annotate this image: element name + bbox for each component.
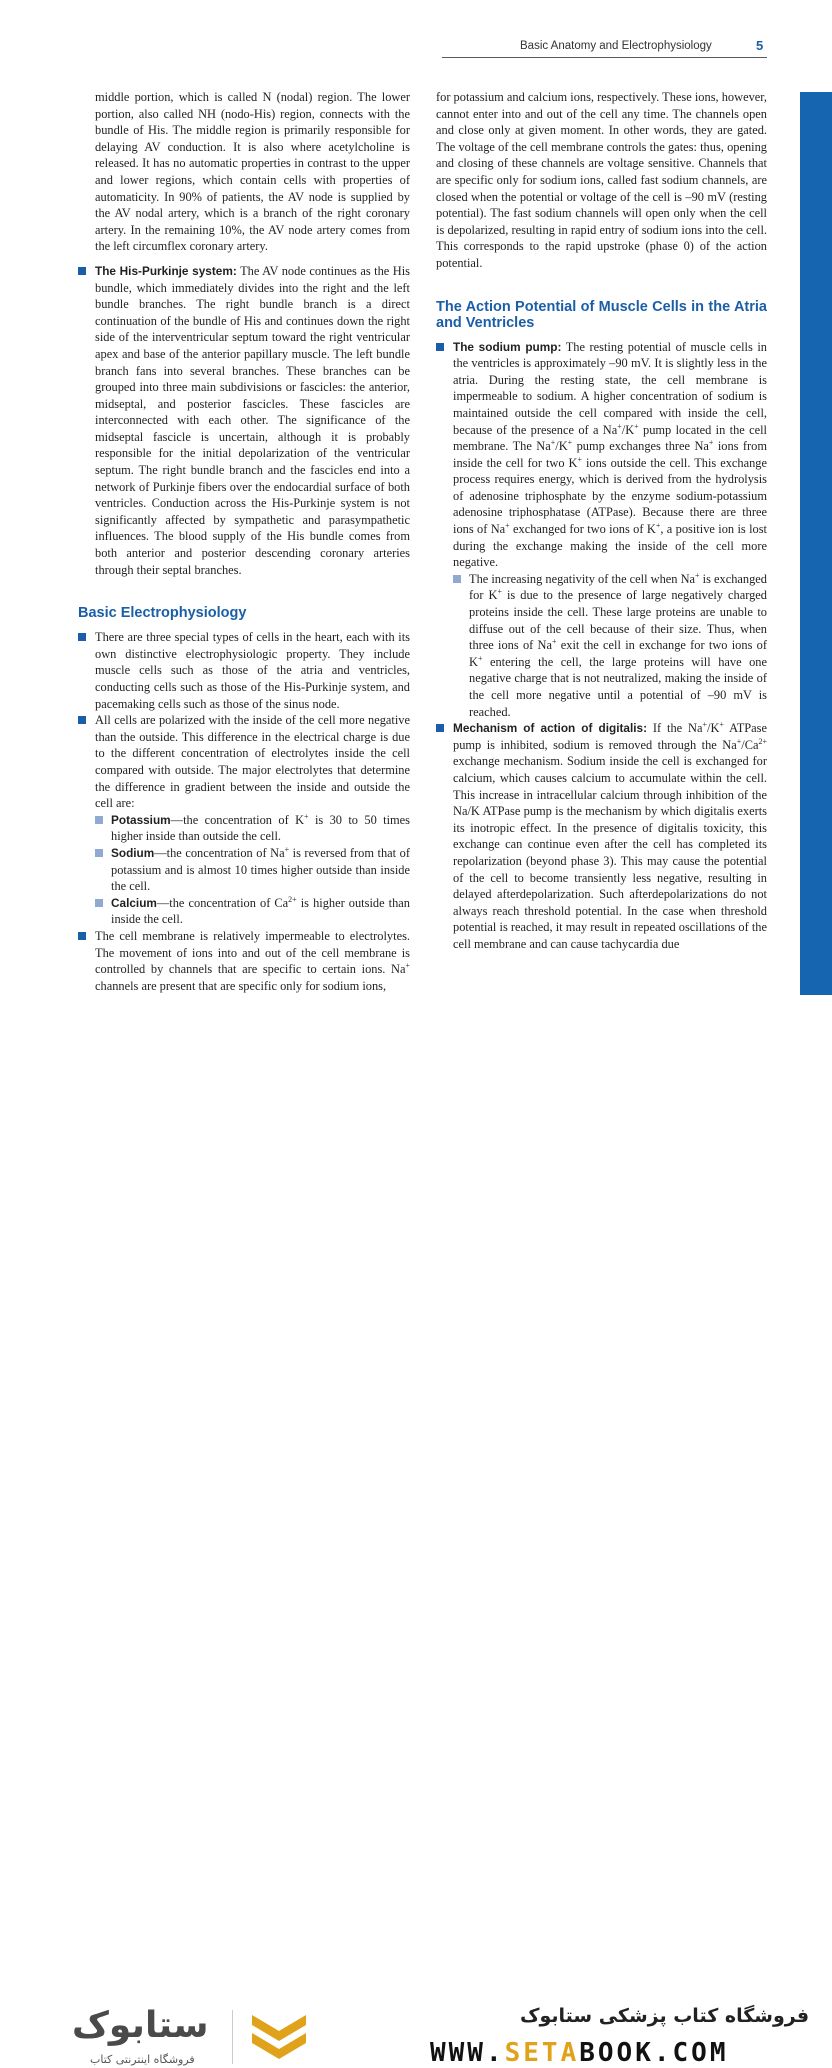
page-number: 5 — [756, 38, 764, 53]
subbullet-square-icon — [95, 816, 103, 824]
left-column — [78, 89, 410, 994]
bullet-square-icon — [78, 633, 86, 641]
superscript: + — [577, 454, 582, 464]
digitalis-bullet — [436, 720, 767, 952]
store-name: فروشگاه کتاب پزشکی ستابوک — [520, 2005, 810, 2027]
negativity-text: exit the cell in exchange for two ions of K — [469, 638, 767, 669]
negativity-text: The increasing negativity of the cell when Na — [469, 571, 696, 586]
superscript: + — [497, 587, 502, 597]
cell-types-text: There are three special types of cells in the heart, each with its own distinctive electrophysiologic property. They include muscle cells such as those of the atria and ventricles, conducting cells such as those of the His-Purkinje system, and pacemaking cells such as those of the sinus node. — [95, 630, 410, 711]
bullet-square-icon — [78, 716, 86, 724]
setabook-logo-subtitle: فروشگاه اینترنتی کتاب — [90, 2053, 195, 2066]
superscript: + — [550, 437, 556, 447]
membrane-text: channels are present that are specific only for sodium ions, — [95, 978, 387, 993]
digitalis-text: ATPase pump is inhibited, sodium is removed through the Na — [453, 721, 767, 752]
sodium-pump-term: The sodium pump: — [453, 339, 562, 354]
sodium-text: is reversed from that of potassium and is almost 10 times higher outside than inside the cell. — [111, 845, 410, 894]
superscript: + — [567, 437, 573, 447]
sodium-pump-text: pump exchanges three Na — [572, 439, 709, 454]
url-part: BOOK — [579, 2038, 654, 2068]
superscript: + — [284, 844, 290, 854]
superscript: + — [477, 653, 483, 663]
polarized-cells-text: All cells are polarized with the inside of the cell more negative than the outside. This difference in the electrical charge is due to the different concentration of electrolytes inside the cell compared with outside. The major electrolytes that determine the difference in gradient between the inside and outside the cell are: — [95, 713, 410, 811]
sodium-subbullet — [78, 845, 410, 895]
his-purkinje-bullet — [78, 263, 410, 578]
his-purkinje-text: The AV node continues as the His bundle, which immediately divides into the right and the left bundle branches. The right bundle branch is a direct continuation of the bundle of His and continues down the right side of the interventricular septum toward the right ventricular apex and base of the anterior papillary muscle. The left bundle branch fans into several branches. These branches can be grouped into three main subdivisions or fascicles: the anterior, midseptal, and posterior fascicles. These fascicles are interconnected with each other. The significance of the midseptal fascicle is uncertain, although it is probably responsible for the initial depolarization of the ventricular septum. The right bundle branch and the fascicles end into a network of Purkinje fibers over the endocardial surface of both ventricles. Conduction across the His-Purkinje system is not significantly affected by sympathetic and parasympathetic influences. The blood supply of the His bundle comes from both anterior and posterior descending coronary arteries through their septal branches. — [95, 263, 411, 577]
membrane-text: The cell membrane is relatively impermeable to electrolytes. The movement of ions into and out of the cell membrane is controlled by channels that are specific to certain ions. Na — [95, 928, 410, 977]
right-column — [436, 89, 767, 953]
sodium-pump-text: pump located in the cell membrane. The Na — [453, 422, 767, 454]
sodium-pump-text: The resting potential of muscle cells in the ventricles is approximately –90 mV. It is slightly less in the atria. During the resting state, the cell membrane is impermeable to sodium. A higher concentration of sodium is maintained outside the cell compared with inside the cell, because of the presence of a Na — [453, 339, 767, 437]
sodium-pump-text: exchanged for two ions of K — [509, 522, 656, 537]
bullet-square-icon — [78, 267, 86, 275]
sodium-pump-bullet — [436, 339, 767, 571]
calcium-subbullet — [78, 895, 410, 928]
calcium-term: Calcium — [111, 895, 157, 910]
logo-divider — [232, 2010, 233, 2064]
url-part: .COM — [653, 2038, 729, 2068]
watermark-footer — [0, 995, 832, 2068]
superscript: + — [702, 720, 708, 730]
bullet-square-icon — [436, 724, 444, 732]
sodium-text: —the concentration of Na — [154, 845, 285, 860]
header-rule — [442, 57, 767, 58]
digitalis-text: If the Na — [647, 721, 703, 736]
subbullet-square-icon — [95, 849, 103, 857]
digitalis-term: Mechanism of action of digitalis: — [453, 721, 648, 736]
potassium-text: —the concentration of K — [170, 812, 305, 827]
setabook-chevron-logo-icon — [248, 2007, 310, 2067]
sodium-pump-text: /K — [555, 439, 568, 454]
channels-continuation: for potassium and calcium ions, respectively. These ions, however, cannot enter into and out of the cell any time. The channels open and close only at given moment. In other words, they are gated. The voltage of the cell membrane controls the gates: thus, opening and closing of these channels are voltage sensitive. Channels that are specific only for sodium ions, called fast sodium channels, are closed when the potential or voltage of the cell is –90 mV (resting potential). The fast sodium channels will open only when the cell is depolarized, resulting in rapid entry of sodium ions into the cell. This corresponds to the rapid upstroke (phase 0) of the action potential. — [436, 90, 767, 270]
bullet-square-icon — [436, 343, 444, 351]
sodium-pump-text: ions from inside the cell for two K — [453, 439, 768, 470]
superscript: + — [552, 637, 557, 647]
av-node-continuation: middle portion, which is called N (nodal) region. The lower portion, also called NH (nodo-His) region, connects with the bundle of His. The middle region is primarily responsible for delaying AV conduction. It is also where acetylcholine is released. It has no automatic properties in contrast to the upper and lower regions, which contain cells with properties of automaticity. In 90% of patients, the AV node is supplied by the AV nodal artery, which is a branch of the right coronary artery. In the remaining 10%, the AV node artery comes from the left circumflex coronary artery. — [95, 90, 410, 254]
digitalis-text: /Ca — [741, 737, 759, 752]
superscript: + — [708, 437, 714, 447]
sodium-pump-text: /K — [621, 422, 635, 437]
calcium-text: is higher outside than inside the cell. — [111, 895, 410, 927]
url-part: SETA — [504, 2038, 580, 2068]
cell-types-bullet — [78, 629, 410, 712]
superscript: + — [655, 520, 661, 530]
superscript: + — [719, 720, 724, 730]
section-heading-basic-electrophysiology: Basic Electrophysiology — [78, 605, 247, 622]
superscript: 2+ — [288, 894, 297, 904]
sodium-term: Sodium — [111, 845, 155, 860]
digitalis-text: exchange mechanism. Sodium inside the cell is exchanged for calcium, which causes calcium to accumulate within the cell. This increase in intracellular calcium through inhibition of the Na/K ATPase pump is the mechanism by which digitalis exerts its inotropic effect. In the presence of digitalis toxicity, this exchange can continue even after the cell has completed its repolarization (beyond phase 3). This may cause the potential of the cell to become transiently less negative, resulting in delayed afterdepolarization. Such afterdepolarizations do not always reach threshold potential. In the case when threshold potential is reached, it may result in repeated oscillations of the cell membrane and can cause tachycardia due — [453, 754, 767, 951]
potassium-text: is 30 to 50 times higher inside than outside the cell. — [111, 812, 410, 844]
bullet-square-icon — [78, 932, 86, 940]
subbullet-square-icon — [95, 899, 103, 907]
sodium-pump-text: , a positive ion is lost during the exchange making the inside of the cell more negative. — [453, 522, 767, 570]
section-heading-action-potential: The Action Potential of Muscle Cells in the Atria and Ventricles — [436, 298, 767, 331]
chapter-side-tab — [800, 92, 832, 995]
superscript: + — [405, 960, 410, 970]
polarized-cells-bullet — [78, 712, 410, 812]
potassium-subbullet — [78, 812, 410, 845]
superscript: + — [505, 520, 510, 530]
negativity-text: is due to the presence of large negatively charged proteins inside the cell. These large proteins are unable to diffuse out of the cell because of their size. Thus, when three ions of Na — [469, 588, 767, 653]
subbullet-square-icon — [453, 575, 461, 583]
negativity-subbullet — [436, 571, 767, 720]
potassium-term: Potassium — [111, 812, 171, 827]
book-page — [0, 0, 832, 995]
calcium-text: —the concentration of Ca — [156, 895, 289, 910]
setabook-logo-text: ستابوک — [72, 2005, 209, 2046]
membrane-bullet — [78, 928, 410, 994]
digitalis-text: /K — [707, 721, 720, 736]
negativity-text: is exchanged for K — [469, 571, 767, 603]
superscript: + — [736, 736, 742, 746]
superscript: + — [304, 811, 309, 821]
superscript: 2+ — [758, 736, 767, 746]
superscript: + — [695, 570, 700, 580]
sodium-pump-text: ions outside the cell. This exchange process requires energy, which is derived from the hydrolysis of adenosine triphosphate by the enzyme sodium-potassium adenosine triphosphatase (ATPase). Because there are three ions of Na — [453, 455, 767, 537]
url-part: WWW. — [430, 2038, 505, 2068]
superscript: + — [634, 421, 639, 431]
his-purkinje-term: The His-Purkinje system: — [95, 263, 237, 278]
store-url[interactable] — [430, 2038, 729, 2068]
running-header-title: Basic Anatomy and Electrophysiology — [520, 40, 712, 52]
negativity-text: entering the cell, the large proteins will have one negative charge that is not neutralized, making the inside of the cell more negative until a potential of –90 mV is reached. — [469, 654, 767, 719]
superscript: + — [617, 421, 622, 431]
